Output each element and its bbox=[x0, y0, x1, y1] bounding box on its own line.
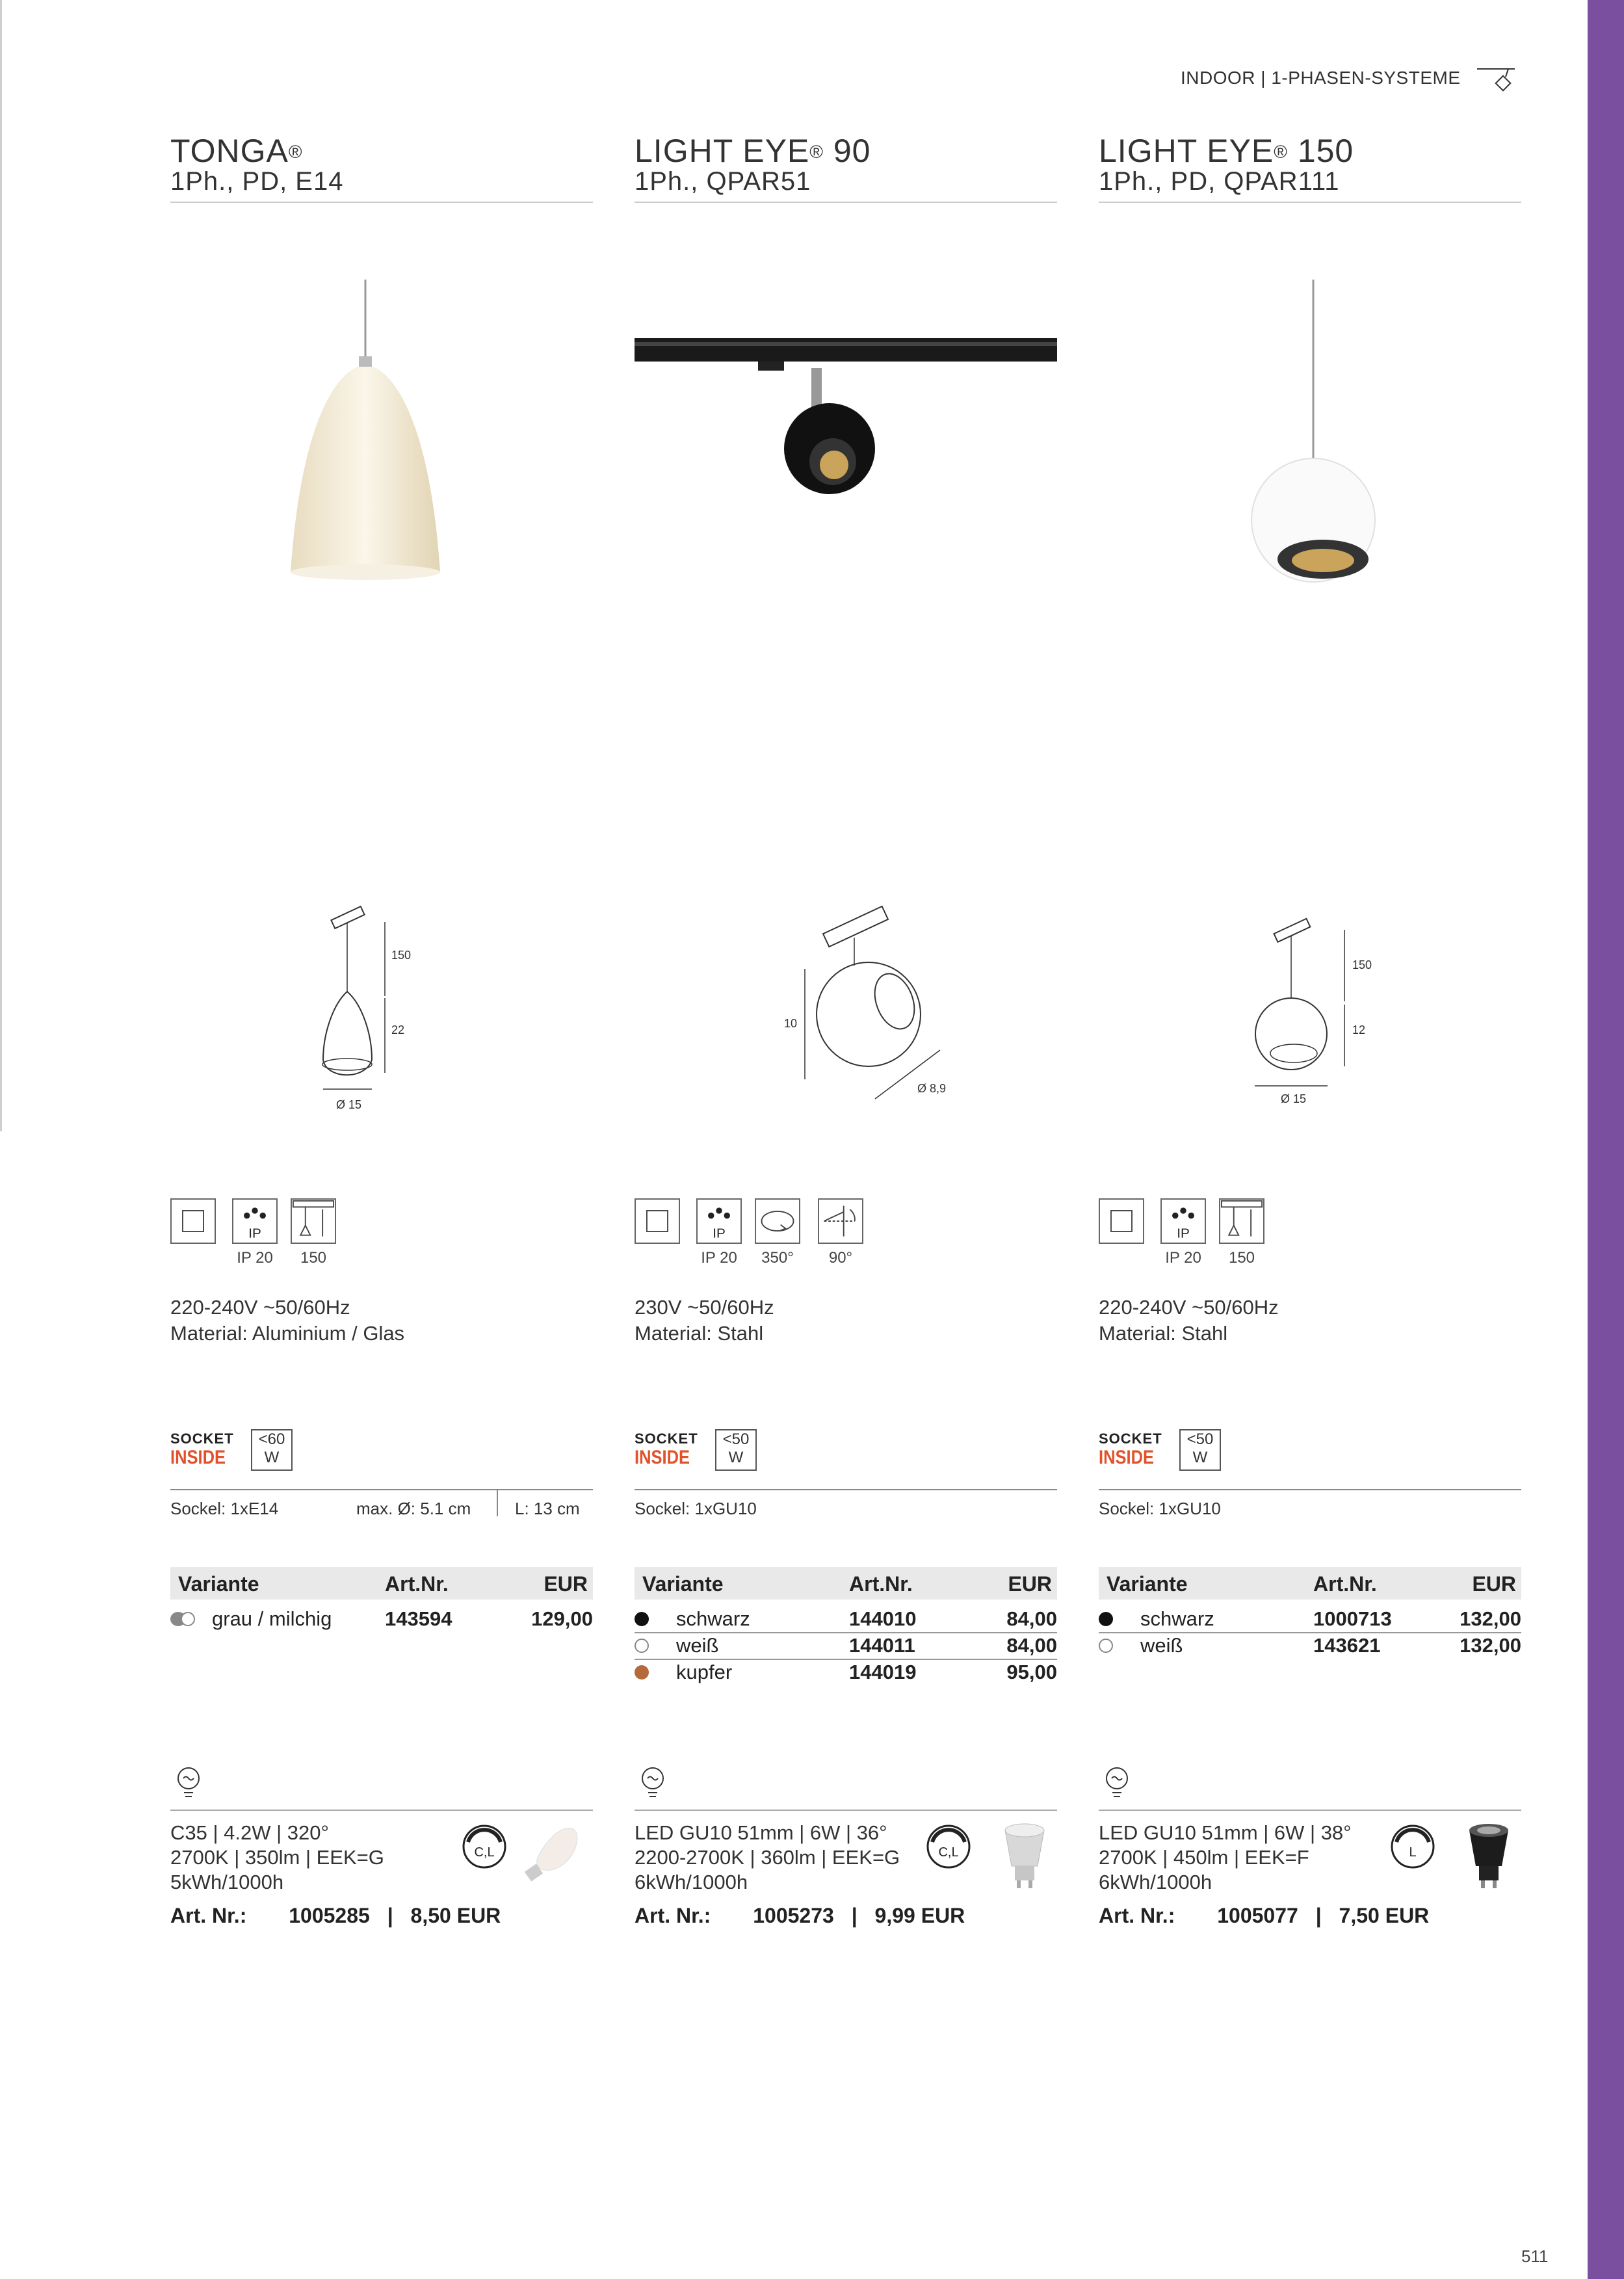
product-column-light-eye-90 bbox=[635, 0, 1057, 2279]
dim-height-body: 10 bbox=[784, 1017, 798, 1030]
svg-text:IP: IP bbox=[713, 1226, 726, 1241]
product-column-light-eye-150 bbox=[1099, 0, 1521, 2279]
product-title: LIGHT EYE® 90 bbox=[635, 133, 871, 169]
bulb-spec-line3: 5kWh/1000h bbox=[170, 1871, 284, 1893]
spec-material: Material: Stahl bbox=[1099, 1322, 1228, 1345]
dimmable-icon bbox=[926, 1824, 971, 1869]
square-icon bbox=[170, 1198, 216, 1244]
color-swatch-black bbox=[635, 1612, 649, 1626]
dimmable-icon bbox=[1390, 1824, 1435, 1869]
color-swatch-white bbox=[635, 1639, 649, 1653]
dim-diameter: Ø 8,9 bbox=[917, 1082, 947, 1095]
max-watt-badge: <60 W bbox=[251, 1429, 293, 1471]
spec-voltage: 230V ~50/60Hz bbox=[635, 1296, 774, 1319]
left-margin-rule bbox=[0, 0, 2, 1131]
info-separator bbox=[497, 1490, 498, 1516]
sockel-info: Sockel: 1xE14 bbox=[170, 1499, 279, 1518]
square-icon bbox=[1099, 1198, 1144, 1244]
length-info: L: 13 cm bbox=[515, 1499, 580, 1518]
sockel-divider bbox=[1099, 1489, 1521, 1490]
bulb-divider bbox=[1099, 1810, 1521, 1811]
dim-diameter: Ø 15 bbox=[1281, 1092, 1307, 1105]
light-eye-90-dimension-drawing bbox=[732, 904, 992, 1125]
variant-row[interactable]: grau / milchig 143594 129,00 bbox=[170, 1606, 593, 1632]
spec-material: Material: Aluminium / Glas bbox=[170, 1322, 405, 1345]
gu10-led-bulb-photo bbox=[986, 1817, 1051, 1895]
ip-icon bbox=[232, 1198, 278, 1244]
svg-text:C,L: C,L bbox=[474, 1845, 495, 1860]
cable-length-icon bbox=[291, 1198, 336, 1244]
color-swatch-copper bbox=[635, 1665, 649, 1680]
tilt-label: 90° bbox=[828, 1249, 853, 1267]
tonga-pendant-photo bbox=[170, 273, 593, 637]
variant-row[interactable]: weiß 144011 84,00 bbox=[635, 1633, 1057, 1660]
bulb-divider bbox=[635, 1810, 1057, 1811]
bulb-spec-line1: LED GU10 51mm | 6W | 38° bbox=[1099, 1821, 1352, 1844]
title-divider bbox=[635, 202, 1057, 203]
dim-height-body: 22 bbox=[391, 1023, 405, 1036]
page-number: 511 bbox=[1521, 2246, 1549, 2266]
spec-voltage: 220-240V ~50/60Hz bbox=[1099, 1296, 1279, 1319]
socket-inside-logo: SOCKET INSIDE bbox=[170, 1430, 234, 1468]
sockel-info: Sockel: 1xGU10 bbox=[635, 1499, 757, 1518]
spec-material: Material: Stahl bbox=[635, 1322, 764, 1345]
ip-icon bbox=[696, 1198, 742, 1244]
bulb-spec-line1: C35 | 4.2W | 320° bbox=[170, 1821, 329, 1844]
rotation-label: 350° bbox=[761, 1249, 794, 1267]
bulb-spec-line2: 2700K | 450lm | EEK=F bbox=[1099, 1846, 1309, 1869]
candle-bulb-photo bbox=[521, 1817, 586, 1895]
cable-length-label: 150 bbox=[1228, 1249, 1255, 1267]
product-subtitle: 1Ph., PD, QPAR111 bbox=[1099, 167, 1340, 196]
sockel-divider bbox=[635, 1489, 1057, 1490]
socket-inside-logo: SOCKET INSIDE bbox=[1099, 1430, 1162, 1468]
variant-row[interactable]: kupfer 144019 95,00 bbox=[635, 1659, 1057, 1685]
svg-text:IP: IP bbox=[248, 1226, 261, 1241]
svg-text:C,L: C,L bbox=[938, 1845, 959, 1860]
max-watt-badge: <50 W bbox=[1179, 1429, 1221, 1471]
title-divider bbox=[170, 202, 593, 203]
bulb-spec-line1: LED GU10 51mm | 6W | 36° bbox=[635, 1821, 887, 1844]
dim-diameter: Ø 15 bbox=[336, 1098, 362, 1111]
light-eye-150-dimension-drawing bbox=[1196, 904, 1456, 1125]
ip-icon bbox=[1160, 1198, 1206, 1244]
square-icon bbox=[635, 1198, 680, 1244]
bulb-divider bbox=[170, 1810, 593, 1811]
variant-row[interactable]: schwarz 1000713 132,00 bbox=[1099, 1606, 1521, 1633]
variant-row[interactable]: schwarz 144010 84,00 bbox=[635, 1606, 1057, 1633]
light-eye-90-photo bbox=[635, 273, 1057, 637]
variant-table-header: Variante Art.Nr. EUR bbox=[635, 1567, 1057, 1600]
bulb-spec-line2: 2700K | 350lm | EEK=G bbox=[170, 1846, 384, 1869]
bulb-icon bbox=[176, 1765, 202, 1802]
dim-height-top: 150 bbox=[391, 949, 412, 962]
svg-text:IP: IP bbox=[1177, 1226, 1190, 1241]
bulb-article-number: Art. Nr.: 1005285 | 8,50 EUR bbox=[170, 1904, 501, 1927]
ip-rating-label: IP 20 bbox=[701, 1249, 737, 1267]
sockel-info: Sockel: 1xGU10 bbox=[1099, 1499, 1221, 1518]
variant-row[interactable]: weiß 143621 132,00 bbox=[1099, 1633, 1521, 1659]
svg-text:L: L bbox=[1409, 1845, 1417, 1860]
ip-rating-label: IP 20 bbox=[237, 1249, 273, 1267]
bulb-article-number: Art. Nr.: 1005273 | 9,99 EUR bbox=[635, 1904, 965, 1927]
color-swatch-milk bbox=[181, 1612, 195, 1626]
bulb-article-number: Art. Nr.: 1005077 | 7,50 EUR bbox=[1099, 1904, 1430, 1927]
variant-table-header: Variante Art.Nr. EUR bbox=[1099, 1567, 1521, 1600]
light-eye-150-photo bbox=[1099, 273, 1521, 637]
cable-length-icon bbox=[1219, 1198, 1264, 1244]
tilt-icon bbox=[818, 1198, 863, 1244]
product-title: TONGA® bbox=[170, 133, 303, 169]
variant-table-header: Variante Art.Nr. EUR bbox=[170, 1567, 593, 1600]
socket-inside-logo: SOCKET INSIDE bbox=[635, 1430, 698, 1468]
product-subtitle: 1Ph., PD, E14 bbox=[170, 167, 344, 196]
section-header: INDOOR | 1-PHASEN-SYSTEME bbox=[1181, 68, 1461, 88]
spec-voltage: 220-240V ~50/60Hz bbox=[170, 1296, 350, 1319]
tonga-dimension-drawing bbox=[268, 904, 528, 1125]
bulb-spec-line3: 6kWh/1000h bbox=[635, 1871, 748, 1893]
max-watt-badge: <50 W bbox=[715, 1429, 757, 1471]
product-column-tonga bbox=[170, 0, 593, 2279]
ip-rating-label: IP 20 bbox=[1165, 1249, 1201, 1267]
title-divider bbox=[1099, 202, 1521, 203]
product-subtitle: 1Ph., QPAR51 bbox=[635, 167, 811, 196]
dim-height-body: 12 bbox=[1352, 1023, 1366, 1036]
bulb-spec-line2: 2200-2700K | 360lm | EEK=G bbox=[635, 1846, 900, 1869]
color-swatch-white bbox=[1099, 1639, 1113, 1653]
bulb-icon bbox=[1104, 1765, 1130, 1802]
chapter-color-bar bbox=[1588, 0, 1624, 2279]
dimmable-icon bbox=[462, 1824, 507, 1869]
dim-height-top: 150 bbox=[1352, 958, 1372, 971]
bulb-icon bbox=[640, 1765, 666, 1802]
rotation-icon bbox=[755, 1198, 800, 1244]
product-title: LIGHT EYE® 150 bbox=[1099, 133, 1354, 169]
max-diameter-info: max. Ø: 5.1 cm bbox=[356, 1499, 471, 1518]
bulb-spec-line3: 6kWh/1000h bbox=[1099, 1871, 1212, 1893]
gu10-led-bulb-black-photo bbox=[1450, 1817, 1515, 1895]
sockel-divider bbox=[170, 1489, 593, 1490]
color-swatch-black bbox=[1099, 1612, 1113, 1626]
cable-length-label: 150 bbox=[300, 1249, 327, 1267]
